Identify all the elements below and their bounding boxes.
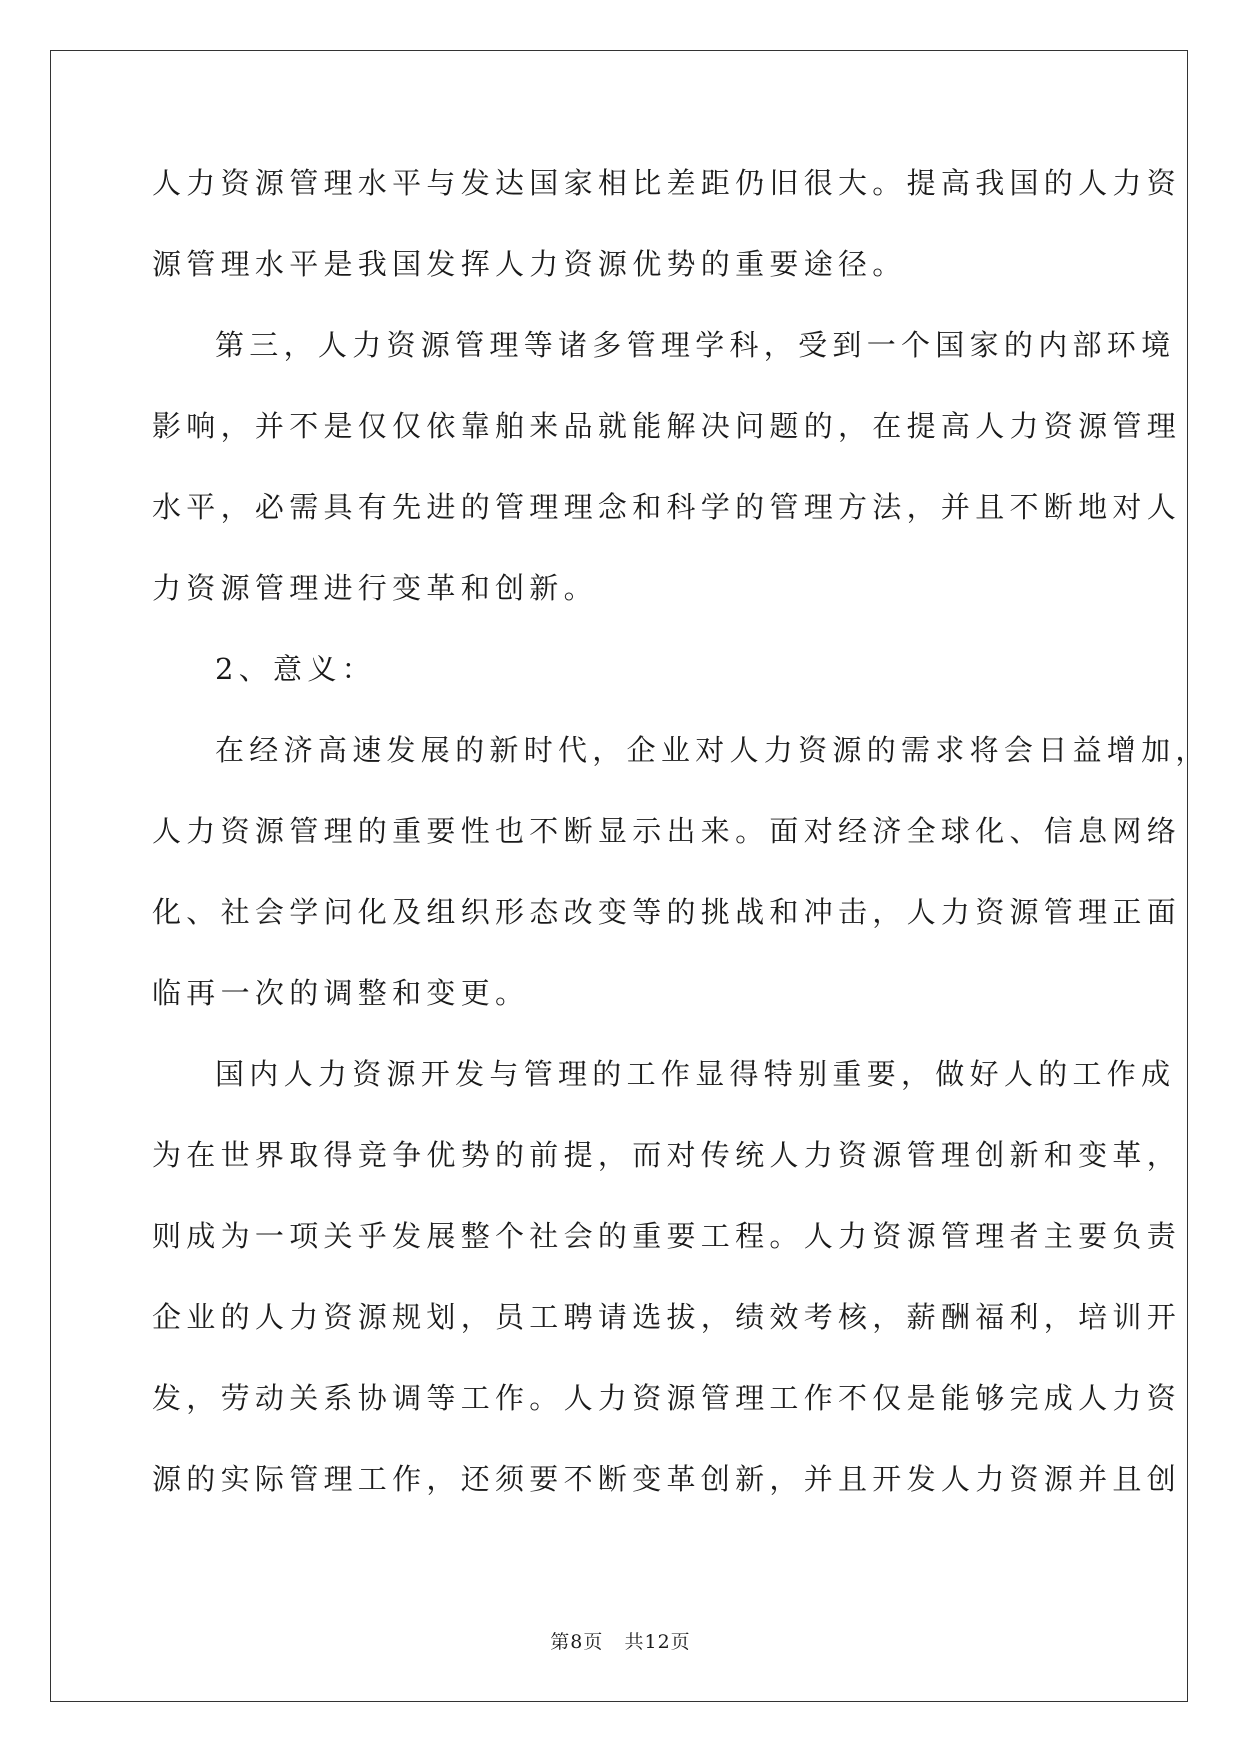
text-line: 水平，必需具有先进的管理理念和科学的管理方法，并且不断地对人 <box>152 490 1182 524</box>
text-line: 发，劳动关系协调等工作。人力资源管理工作不仅是能够完成人力资 <box>152 1381 1182 1415</box>
text-line: 人力资源管理的重要性也不断显示出来。面对经济全球化、信息网络 <box>152 814 1182 848</box>
text-line: 国内人力资源开发与管理的工作显得特别重要，做好人的工作成 <box>215 1057 1176 1091</box>
text-line: 源管理水平是我国发挥人力资源优势的重要途径。 <box>152 247 907 281</box>
text-line: 企业的人力资源规划，员工聘请选拔，绩效考核，薪酬福利，培训开 <box>152 1300 1182 1334</box>
text-line: 源的实际管理工作，还须要不断变革创新，并且开发人力资源并且创 <box>152 1462 1182 1496</box>
text-line: 临再一次的调整和变更。 <box>152 976 530 1010</box>
text-line: 在经济高速发展的新时代，企业对人力资源的需求将会日益增加， <box>215 733 1210 767</box>
text-line: 化、社会学问化及组织形态改变等的挑战和冲击，人力资源管理正面 <box>152 895 1182 929</box>
text-line: 为在世界取得竞争优势的前提，而对传统人力资源管理创新和变革， <box>152 1138 1182 1172</box>
text-line: 则成为一项关乎发展整个社会的重要工程。人力资源管理者主要负责 <box>152 1219 1182 1253</box>
text-line: 第三，人力资源管理等诸多管理学科，受到一个国家的内部环境 <box>215 328 1176 362</box>
text-line: 2、意义： <box>215 652 376 686</box>
text-line: 人力资源管理水平与发达国家相比差距仍旧很大。提高我国的人力资 <box>152 166 1182 200</box>
document-body <box>152 165 1210 1542</box>
text-line: 力资源管理进行变革和创新。 <box>152 571 598 605</box>
text-line: 影响，并不是仅仅依靠舶来品就能解决问题的，在提高人力资源管理 <box>152 409 1182 443</box>
page-footer: 第8页 共12页 <box>550 1631 691 1653</box>
